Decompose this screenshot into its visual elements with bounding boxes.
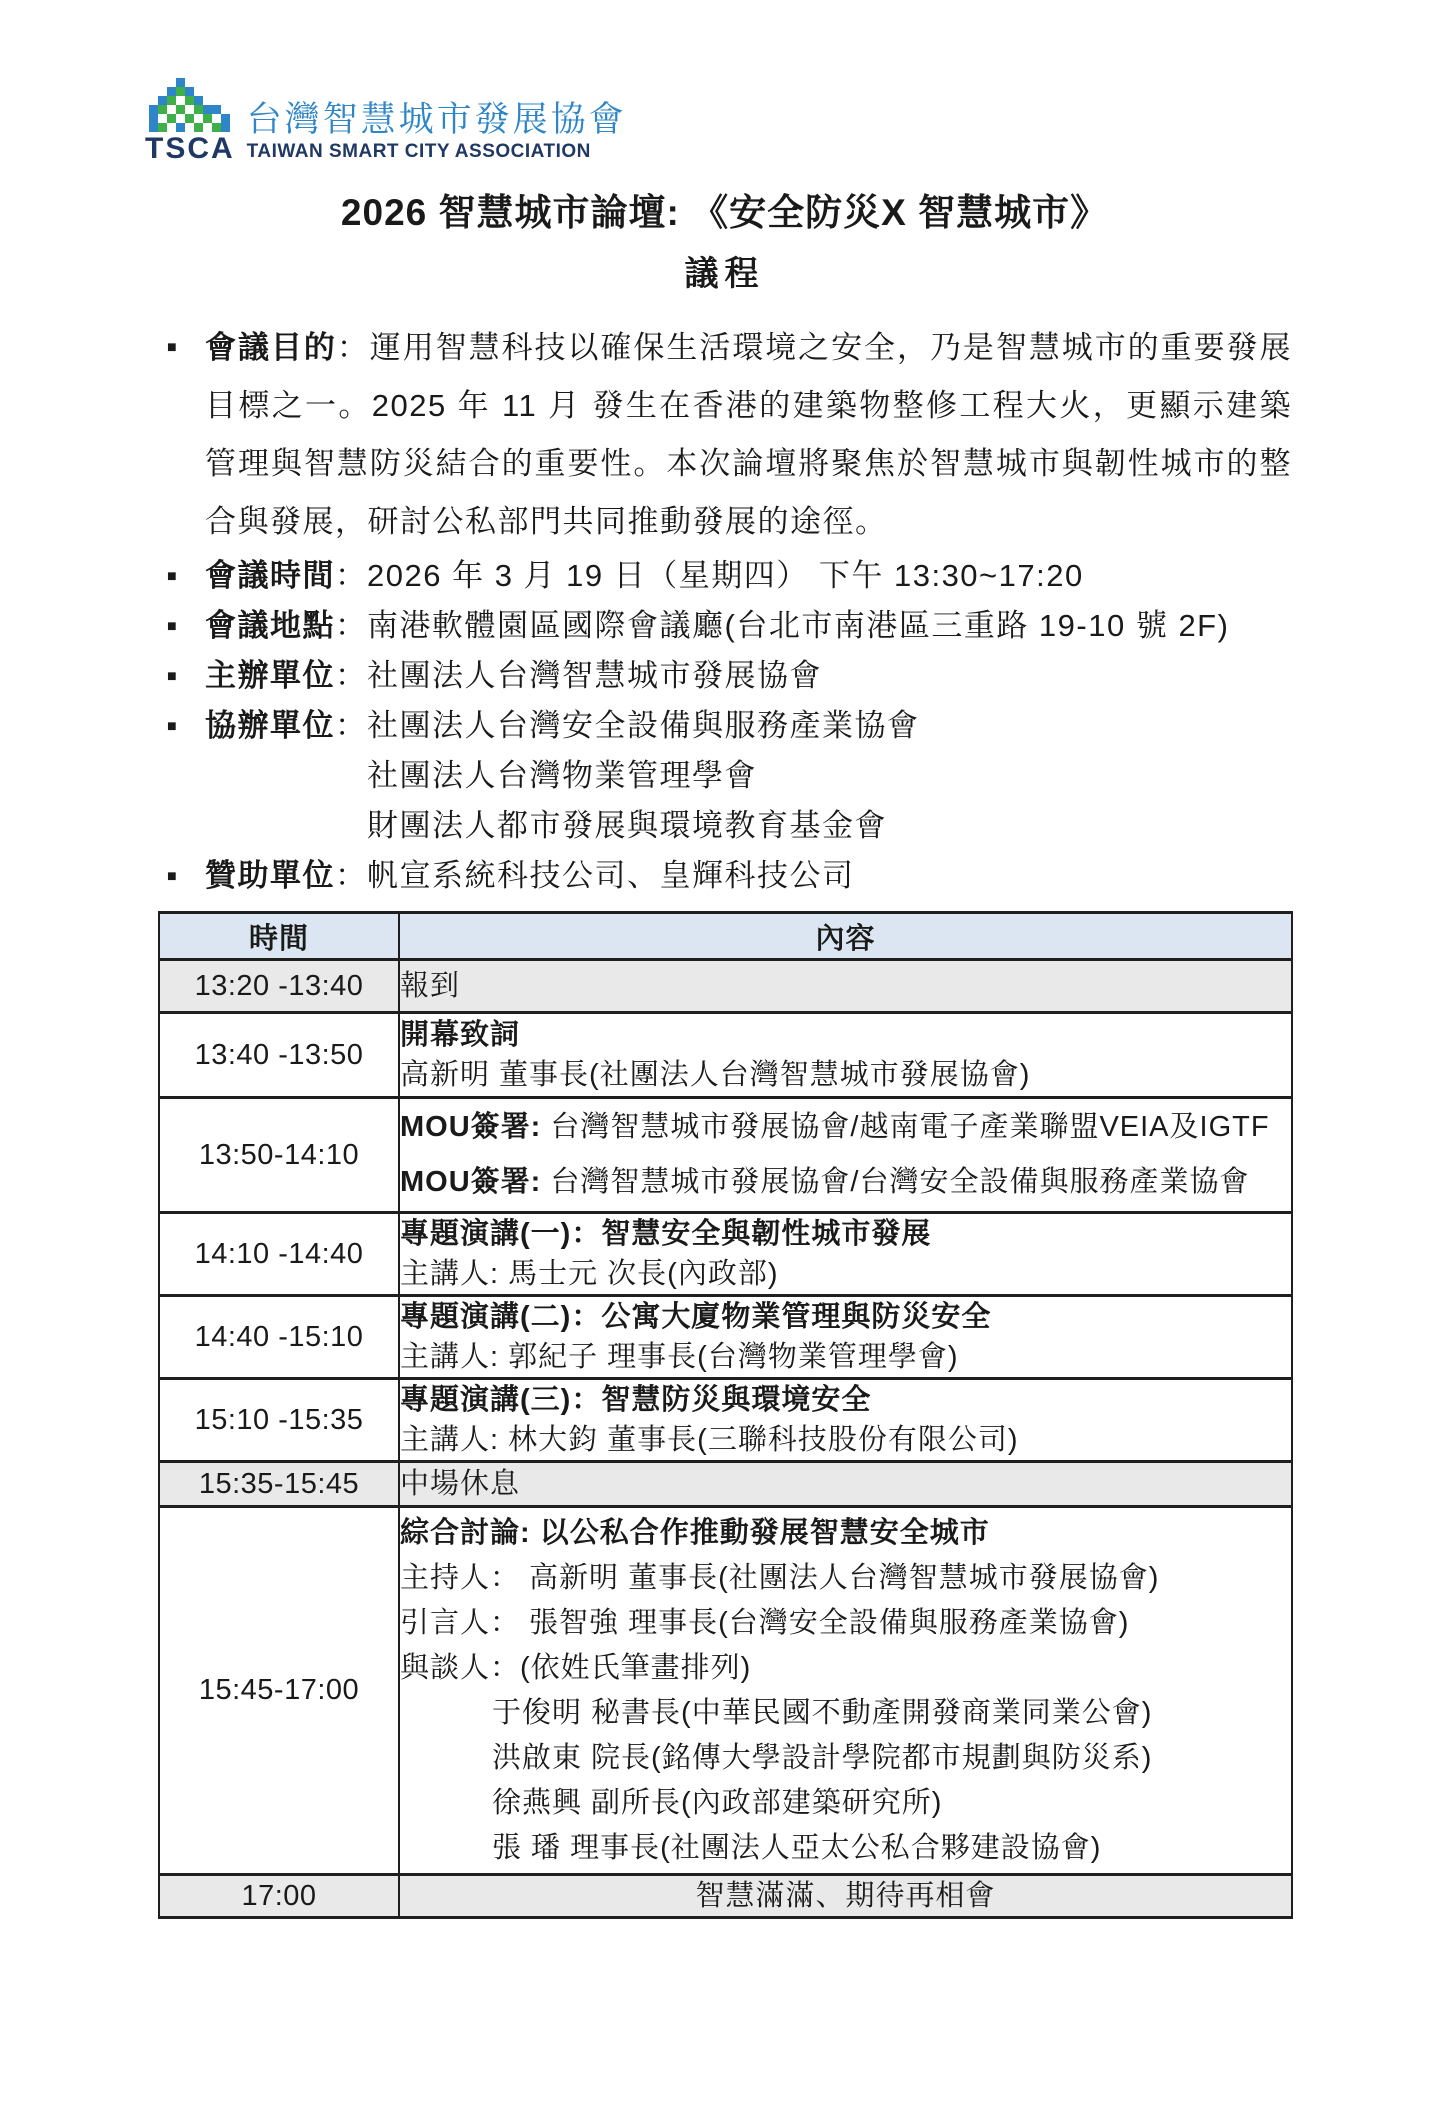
info-item — [167, 651, 1292, 701]
info-label: 會議地點： — [205, 608, 368, 643]
time-cell: 15:10 -15:35 — [159, 1379, 399, 1462]
content-line: 與談人：(依姓氏筆畫排列) — [400, 1651, 752, 1684]
info-item — [167, 551, 1292, 601]
table-row — [159, 1462, 1292, 1507]
info-label: 贊助單位： — [205, 858, 368, 893]
bullet-square-icon: ■ — [167, 868, 179, 885]
info-value-line: 財團法人都市發展與環境教育基金會 — [367, 808, 887, 843]
table-row — [159, 1875, 1292, 1918]
info-value — [367, 851, 1292, 901]
info-value-line: 社團法人台灣安全設備與服務產業協會 — [367, 708, 920, 743]
info-label: 協辦單位： — [205, 708, 368, 743]
info-value — [367, 651, 1292, 701]
info-list — [0, 319, 1449, 901]
info-label: 主辦單位： — [205, 658, 368, 693]
table-row — [159, 1296, 1292, 1379]
content-column-header: 內容 — [399, 913, 1292, 960]
logo-acronym: TSCA — [145, 132, 235, 165]
content-cell — [399, 1379, 1292, 1462]
bullet-square-icon: ■ — [167, 568, 179, 585]
bullet-square-icon: ■ — [167, 339, 179, 356]
table-row — [159, 1013, 1292, 1098]
time-cell: 13:40 -13:50 — [159, 1013, 399, 1098]
time-column-header: 時間 — [159, 913, 399, 960]
content-line: 主講人: 郭紀子 理事長(台灣物業管理學會) — [400, 1341, 959, 1373]
content-line: 綜合討論: 以公私合作推動發展智慧安全城市 — [400, 1516, 990, 1549]
info-value-line: 帆宣系統科技公司、皇輝科技公司 — [367, 858, 855, 893]
time-cell: 15:45-17:00 — [159, 1507, 399, 1875]
content-line: 主講人: 馬士元 次長(內政部) — [400, 1258, 779, 1290]
content-cell — [399, 1098, 1292, 1213]
bullet-square-icon: ■ — [167, 618, 179, 635]
content-line: MOU簽署: 台灣智慧城市發展協會/台灣安全設備與服務產業協會 — [400, 1166, 1250, 1198]
content-cell — [399, 1507, 1292, 1875]
content-line: 洪啟東 院長(銘傳大學設計學院都市規劃與防災系) — [492, 1741, 1153, 1774]
content-line: MOU簽署: 台灣智慧城市發展協會/越南電子產業聯盟VEIA及IGTF — [400, 1111, 1270, 1143]
info-value — [367, 551, 1292, 601]
pixel-city-skyline-icon — [149, 78, 231, 134]
agenda-document — [0, 78, 1449, 2126]
info-item: ■ 會議目的：運用智慧科技以確保生活環境之安全，乃是智慧城市的重要發展目標之一。2025 年 11 月 發生在香港的建築物整修工程大火，更顯示建築管理與智慧防災結合的重要性。本次論壇將聚焦於智慧城市與韌性城市的整合與發展，研討公私部門共同推動發展的途徑。 — [167, 330, 1292, 539]
content-line: 專題演講(三)：智慧防災與環境安全 — [400, 1384, 872, 1416]
info-label: 會議目的 — [205, 330, 337, 365]
table-row — [159, 1098, 1292, 1213]
page-subtitle: 議程 — [684, 255, 765, 293]
content-cell — [399, 1213, 1292, 1296]
info-value-line: 南港軟體園區國際會議廳(台北市南港區三重路 19-10 號 2F) — [367, 608, 1230, 643]
content-line: 主持人： 高新明 董事長(社團法人台灣智慧城市發展協會) — [400, 1561, 1160, 1594]
info-value — [367, 601, 1292, 651]
content-cell — [399, 960, 1292, 1013]
content-line: 智慧滿滿、期待再相會 — [695, 1880, 996, 1912]
content-line: 專題演講(二)：公寓大廈物業管理與防災安全 — [400, 1301, 992, 1333]
time-cell: 13:20 -13:40 — [159, 960, 399, 1013]
info-item — [167, 851, 1292, 901]
info-value — [367, 701, 1292, 851]
page-title: 2026 智慧城市論壇: 《安全防災X 智慧城市》 — [340, 192, 1109, 233]
time-cell: 14:40 -15:10 — [159, 1296, 399, 1379]
content-line: 引言人： 張智強 理事長(台灣安全設備與服務產業協會) — [400, 1606, 1130, 1639]
content-cell — [399, 1462, 1292, 1507]
table-row — [159, 1507, 1292, 1875]
info-text: 運用智慧科技以確保生活環境之安全，乃是智慧城市的重要發展目標之一。2025 年 11 月 發生在香港的建築物整修工程大火，更顯示建築管理與智慧防災結合的重要性。本次論壇將聚焦於智慧城市與韌性城市的整合與發展，研討公私部門共同推動發展的途徑。 — [205, 330, 1292, 539]
time-cell: 17:00 — [159, 1875, 399, 1918]
content-line: 于俊明 秘書長(中華民國不動產開發商業同業公會) — [492, 1696, 1153, 1729]
content-line: 中場休息 — [400, 1468, 521, 1500]
info-value-line: 社團法人台灣智慧城市發展協會 — [367, 658, 822, 693]
table-row — [159, 1213, 1292, 1296]
bullet-square-icon: ■ — [167, 668, 179, 685]
info-value-line: 社團法人台灣物業管理學會 — [367, 758, 757, 793]
content-line: 專題演講(一)：智慧安全與韌性城市發展 — [400, 1218, 932, 1250]
content-line: 開幕致詞 — [400, 1019, 521, 1051]
time-cell: 15:35-15:45 — [159, 1462, 399, 1507]
content-line: 張 璠 理事長(社團法人亞太公私合夥建設協會) — [492, 1831, 1102, 1864]
logo-chinese-name: 台灣智慧城市發展協會 — [246, 100, 627, 139]
logo — [145, 78, 1449, 164]
info-value-line: 2026 年 3 月 19 日（星期四） 下午 13:30~17:20 — [367, 558, 1084, 593]
content-cell — [399, 1296, 1292, 1379]
content-line: 報到 — [400, 970, 461, 1002]
info-label: 會議時間： — [205, 558, 368, 593]
content-cell — [399, 1013, 1292, 1098]
logo-mark — [145, 78, 235, 164]
bullet-square-icon: ■ — [167, 718, 179, 735]
content-line: 徐燕興 副所長(內政部建築研究所) — [492, 1786, 943, 1819]
table-header-row — [159, 913, 1292, 960]
info-item — [167, 601, 1292, 651]
content-line: 高新明 董事長(社團法人台灣智慧城市發展協會) — [400, 1059, 1031, 1091]
time-cell: 14:10 -14:40 — [159, 1213, 399, 1296]
content-cell — [399, 1875, 1292, 1918]
info-item — [167, 701, 1292, 851]
agenda-table — [158, 911, 1293, 1919]
content-line: 主講人: 林大鈞 董事長(三聯科技股份有限公司) — [400, 1424, 1019, 1456]
time-cell: 13:50-14:10 — [159, 1098, 399, 1213]
table-row — [159, 1379, 1292, 1462]
table-row — [159, 960, 1292, 1013]
logo-english-name: TAIWAN SMART CITY ASSOCIATION — [246, 141, 591, 162]
